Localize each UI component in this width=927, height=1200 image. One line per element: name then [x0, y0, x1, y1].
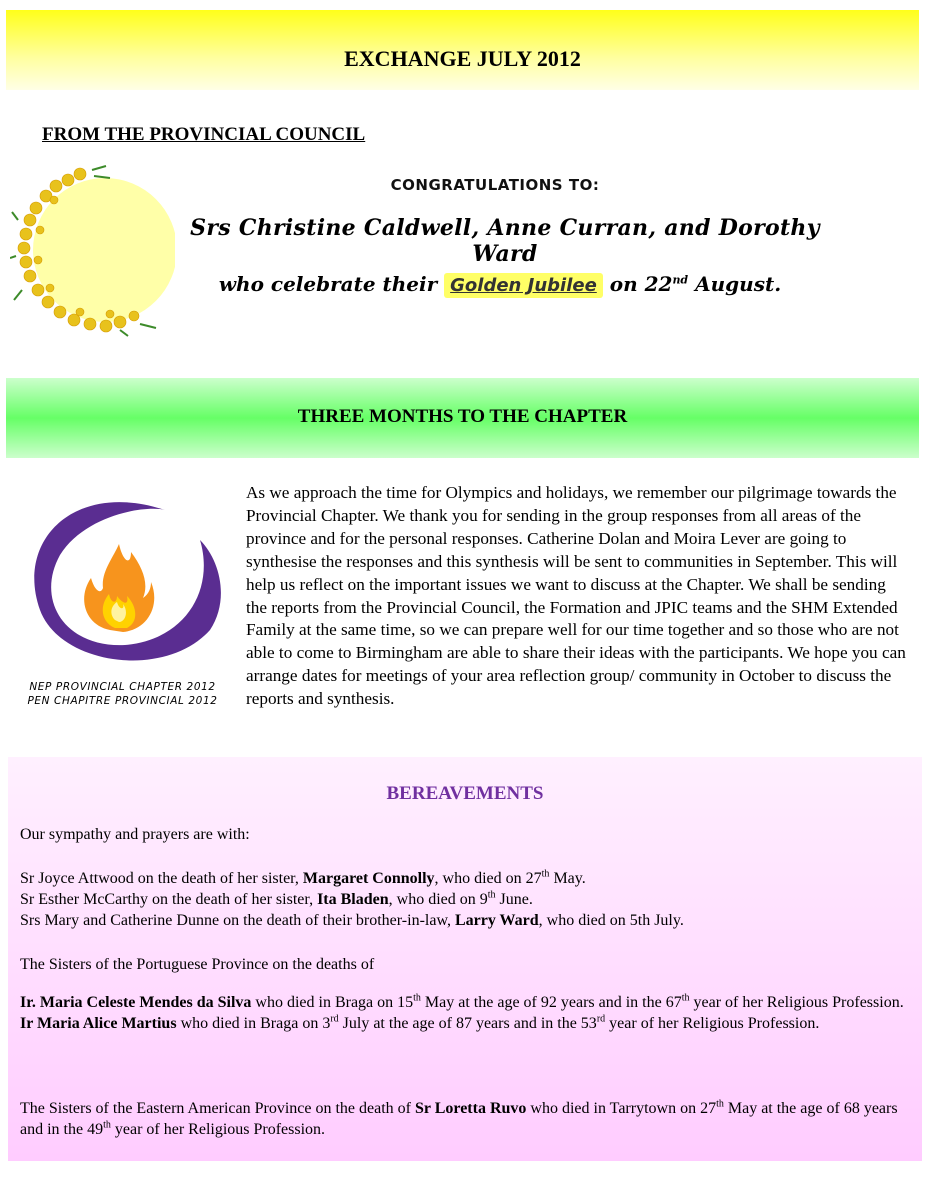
ordinal-suffix: rd: [596, 1013, 606, 1025]
page-title: EXCHANGE JULY 2012: [344, 46, 581, 71]
bereavements-band: [8, 757, 922, 1161]
bereavement-text: Sr Joyce Attwood on the death of her sister,: [20, 870, 303, 887]
bereavement-text: who died in Tarrytown on 27: [526, 1100, 717, 1117]
bereavement-item: [20, 993, 912, 1035]
date-suffix: nd: [672, 273, 689, 287]
celebrate-text: who celebrate their: [218, 272, 438, 296]
ordinal-suffix: th: [487, 889, 496, 901]
chapter-band: [6, 378, 919, 458]
bereavement-text: who died in Braga on 3: [176, 1014, 331, 1032]
bereavement-text: , who died on 27: [434, 870, 542, 887]
portuguese-intro: The Sisters of the Portuguese Province on the deaths of: [20, 956, 375, 973]
date-text: on 22: [609, 272, 673, 296]
bereavement-text: July at the age of 87 years and in the 53: [338, 1014, 597, 1032]
ordinal-suffix: th: [413, 992, 421, 1004]
bereavement-text: The Sisters of the Eastern American Province on the death of: [20, 1100, 415, 1117]
deceased-name: Ir. Maria Celeste Mendes da Silva: [20, 994, 252, 1011]
deceased-name: Margaret Connolly: [302, 870, 435, 887]
bereavement-text: year of her Religious Profession.: [605, 1014, 820, 1032]
bereavements-intro: Our sympathy and prayers are with:: [20, 826, 250, 843]
bereavement-text: , who died on 5th July.: [538, 911, 684, 929]
bereavements-heading: BEREAVEMENTS: [386, 783, 544, 804]
chapter-flame-logo: [15, 480, 230, 680]
bereavement-text: year of her Religious Profession.: [110, 1120, 326, 1138]
header-band: [6, 10, 919, 90]
deceased-name: Larry Ward: [454, 911, 539, 929]
golden-jubilee-badge: Golden Jubilee: [444, 273, 603, 298]
bereavement-item: [20, 1099, 912, 1141]
logo-caption-english: NEP PROVINCIAL CHAPTER 2012: [29, 681, 216, 693]
bereavement-text: May.: [549, 870, 586, 887]
ordinal-suffix: th: [681, 992, 690, 1004]
logo-caption: [15, 680, 230, 708]
month-text: August.: [695, 272, 782, 296]
ordinal-suffix: th: [716, 1098, 724, 1110]
bereavement-text: who died in Braga on 15: [251, 994, 414, 1011]
ordinal-suffix: th: [541, 868, 550, 880]
bereavement-text: June.: [495, 890, 533, 908]
council-heading: FROM THE PROVINCIAL COUNCIL: [42, 124, 366, 145]
deceased-name: Ir Maria Alice Martius: [20, 1014, 177, 1032]
bereavement-text: , who died on 9: [388, 890, 488, 908]
deceased-name: Sr Loretta Ruvo: [415, 1100, 527, 1117]
jubilee-line: [150, 272, 850, 296]
ordinal-suffix: rd: [330, 1013, 339, 1025]
chapter-body-text: As we approach the time for Olympics and holidays, we remember our pilgrimage towards the Provincial Chapter. We thank you for sending in the group responses from all areas of the province and for the personal responses. Catherine Dolan and Moira Lever are going to synthesise the responses and this synthesis will be sent to communities in September. This will help us reflect on the important issues we want to discuss at the Chapter. We shall be sending the reports from the Provincial Council, the Formation and JPIC teams and the SHM Extended Family at the same time, so we can prepare well for our time together and so those who are not able to come to Birmingham are able to share their ideas with the participants. We hope you can arrange dates for meetings of your area reflection group/ community in October to discuss the reports and synthesis.: [246, 483, 906, 709]
logo-caption-french: PEN CHAPITRE PROVINCIAL 2012: [27, 695, 218, 707]
chapter-heading: THREE MONTHS TO THE CHAPTER: [297, 406, 628, 427]
bereavement-text: Srs Mary and Catherine Dunne on the death of their brother-in-law,: [20, 911, 455, 929]
ordinal-suffix: th: [103, 1119, 111, 1131]
mimosa-wreath-image: [10, 160, 175, 338]
deceased-name: Ita Bladen: [317, 890, 389, 908]
bereavement-text: May at the age of 68 years and in the 49: [20, 1100, 898, 1138]
bereavement-item: [20, 869, 912, 931]
congratulations-label: CONGRATULATIONS TO:: [390, 176, 600, 194]
bereavement-text: year of her Religious Profession.: [689, 994, 904, 1011]
bereavement-text: May at the age of 92 years and in the 67: [420, 994, 682, 1011]
jubilarian-names: Srs Christine Caldwell, Anne Curran, and Dorothy Ward: [190, 215, 820, 267]
bereavement-text: Sr Esther McCarthy on the death of her sister,: [20, 890, 318, 908]
